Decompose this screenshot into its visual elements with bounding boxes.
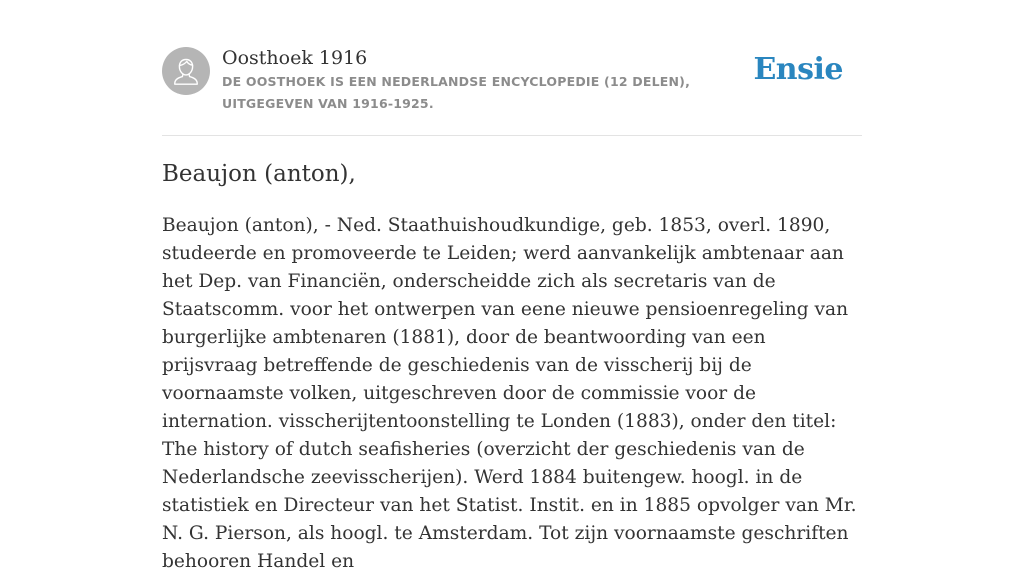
- user-silhouette-icon: [162, 47, 210, 95]
- source-title[interactable]: Oosthoek 1916: [222, 47, 368, 69]
- ensie-logo-link[interactable]: Ensie: [753, 52, 843, 87]
- entry-body-text: Beaujon (anton), - Ned. Staathuishoudkundige, geb. 1853, overl. 1890, studeerde en promoveerde te Leiden; werd aanvankelijk ambtenaar aan het Dep. van Financiën, onderscheidde zich als secretaris van de Staatscomm. voor het ontwerpen van eene nieuwe pensioenregeling van burgerlijke ambtenaren (1881), door de beantwoording van een prijsvraag betreffende de geschiedenis van de visscherij bij de voornaamste volken, uitgeschreven door de commissie voor de internation. visscherijtentoonstelling te Londen (1883), onder den titel: The history of dutch seafisheries (overzicht der geschiedenis van de Nederlandsche zeevisscherijen). Werd 1884 buitengew. hoogl. in de statistiek en Directeur van het Statist. Instit. en in 1885 opvolger van Mr. N. G. Pierson, als hoogl. te Amsterdam. Tot zijn voornaamste geschriften behooren Handel en: [162, 215, 857, 572]
- source-header: [162, 46, 862, 136]
- header-divider: [162, 135, 862, 136]
- source-description: DE OOSTHOEK IS EEN NEDERLANDSE ENCYCLOPEDIE (12 DELEN), UITGEGEVEN VAN 1916-1925.: [222, 74, 691, 111]
- entry-title: Beaujon (anton),: [162, 161, 356, 187]
- source-avatar[interactable]: [162, 47, 210, 95]
